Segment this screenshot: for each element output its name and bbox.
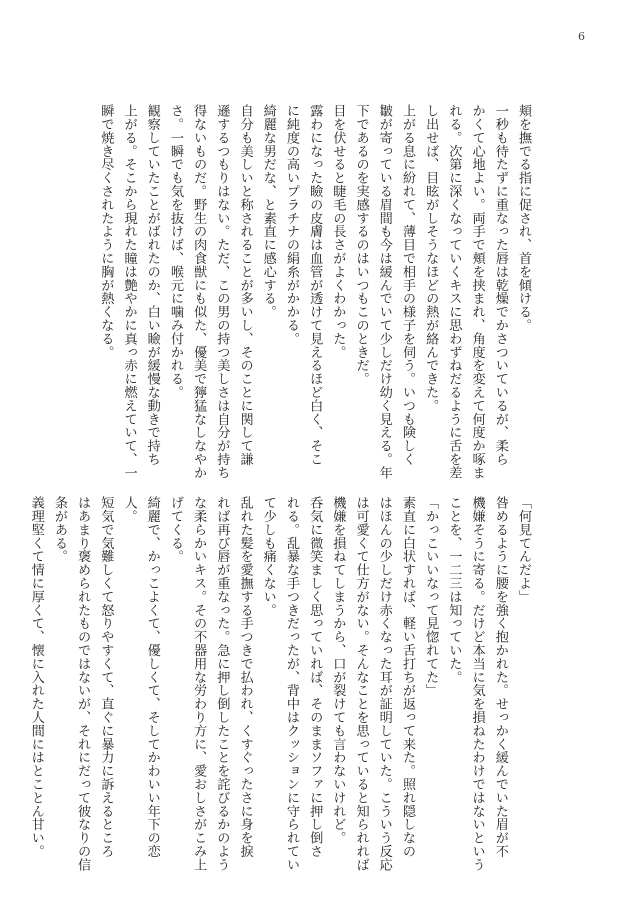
text-line: げてくる。 (167, 496, 183, 563)
text-line: 乱れた髪を愛撫する手つきで払われ、くすぐったさに身を捩 (237, 496, 253, 858)
text-line: に純度の高いプラチナの絹糸がかかる。 (283, 104, 299, 346)
text-block-bottom (25, 496, 535, 871)
text-line: 機嫌を損ねてしまうから、口が裂けても言わないけれど。 (330, 496, 346, 845)
text-line: 素直に白状すれば、軽い舌打ちが返って来た。照れ隠しなの (399, 496, 415, 858)
text-line: 義理堅くて情に厚くて、懐に入れた人間にはとことん甘い。 (28, 496, 44, 858)
text-line: は可愛くて仕方がない。そんなことを思っていると知られれば (353, 496, 369, 871)
text-line: ことを、一二三は知っていた。 (446, 496, 462, 684)
text-line: 瞬で焼き尽くされたように胸が熱くなる。 (98, 104, 114, 359)
text-line: はあまり褒められたものではないが、それにだって彼なりの信 (75, 496, 91, 871)
text-line: 人。 (121, 496, 137, 523)
text-line: 咎めるように腰を強く抱かれた。せっかく緩んでいた眉が不 (492, 496, 508, 858)
text-line: はほんの少しだけ赤くなった耳が証明していた。こういう反応 (376, 496, 392, 871)
text-line: 上がる息に紛れて、薄目で相手の様子を伺う。いつも険しく (399, 104, 415, 466)
text-line: 上がる。そこから現れた瞳は艶やかに真っ赤に燃えていて、一 (121, 104, 137, 480)
text-line: 自分も美しいと称されることが多いし、そのことに関して謙 (237, 104, 253, 466)
text-line: 短気で気難しくて怒りやすくて、直ぐに暴力に訴えるところ (98, 496, 114, 858)
text-line: て少しも痛くない。 (260, 496, 276, 617)
text-line: 「かっこいいなって見惚れてた」 (423, 496, 439, 697)
text-block-top (94, 104, 535, 484)
text-line: さ。一瞬でも気を抜けば、喉元に噛み付かれる。 (167, 104, 183, 399)
text-line: かくて心地よい。両手で頬を挟まれ、角度を変えて何度か啄ま (469, 104, 485, 480)
text-line: 綺麗な男だな、と素直に感心する。 (260, 104, 276, 319)
text-line: 綺麗で、かっこよくて、優しくて、そしてかわいい年下の恋 (144, 496, 160, 858)
text-line: 呑気に微笑ましく思っていれば、そのままソファに押し倒さ (307, 496, 323, 858)
text-line: れる。乱暴な手つきだったが、背中はクッションに守られてい (283, 496, 299, 871)
text-line: 観察していたことがばれたのか、白い瞼が緩慢な動きで持ち (144, 104, 160, 466)
text-line: れば再び唇が重なった。急に押し倒したことを詫びるかのよう (214, 496, 230, 871)
text-line: 一秒も待たずに重なった唇は乾燥でかさついているが、柔ら (492, 104, 508, 466)
text-line: な柔らかいキス。その不器用な労わり方に、愛おしさがこみ上 (191, 496, 207, 871)
text-line: 「何見てんだよ」 (516, 496, 531, 604)
page-number: 6 (578, 30, 585, 43)
text-line: 条がある。 (51, 496, 67, 563)
text-line: 皺が寄っている眉間も今は緩んでいて少しだけ幼く見える。年 (376, 104, 392, 480)
text-line: し出せば、目眩がしそうなほどの熱が絡んできた。 (423, 104, 439, 413)
text-line: 得ないものだ。野生の肉食獣にも似た、優美で獰猛なしなやか (191, 104, 207, 480)
text-line: 頬を撫でる指に促され、首を傾ける。 (516, 104, 531, 332)
text-line: れる。次第に深くなっていくキスに思わずねだるように舌を差 (446, 104, 462, 480)
text-line: 下であるのを実感するのはいつもこのときだ。 (353, 104, 369, 386)
text-line: 機嫌そうに寄る。だけど本当に気を損ねたわけではないという (469, 496, 485, 871)
text-line: 露わになった瞼の皮膚は血管が透けて見えるほど白く、そこ (307, 104, 323, 466)
text-line: 遜するつもりはない。ただ、この男の持つ美しさは自分が持ち (214, 104, 230, 480)
text-line: 目を伏せると睫毛の長さがよくわかった。 (330, 104, 346, 359)
